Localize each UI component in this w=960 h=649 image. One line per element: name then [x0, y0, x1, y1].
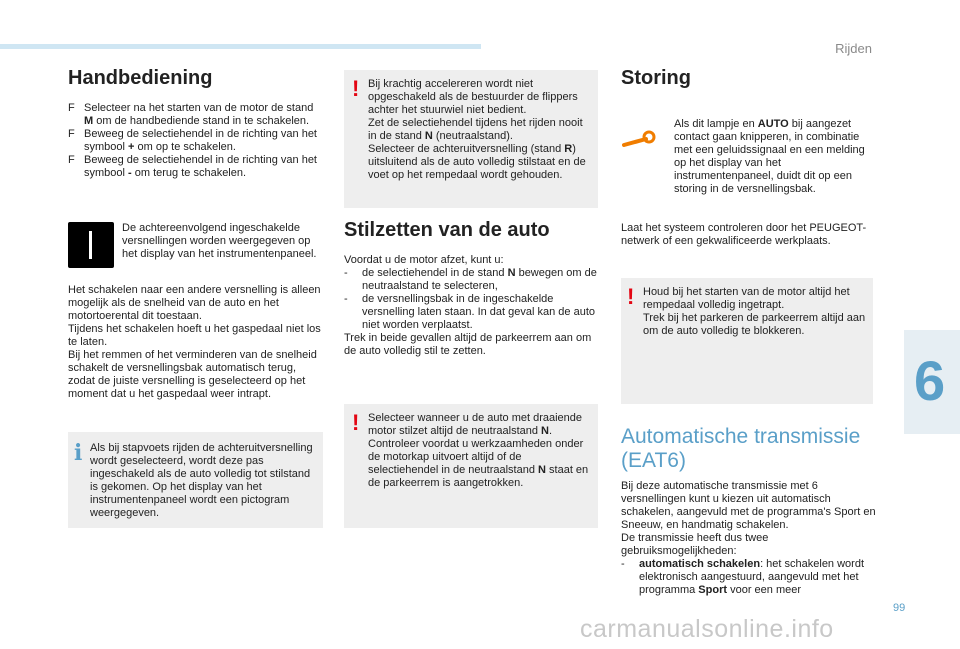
- gearbox-warning-lamp-icon: [622, 125, 658, 151]
- heading-automatische-transmissie: Automatische transmissie (EAT6): [621, 425, 861, 472]
- bullet-item: F Selecteer na het starten van de motor de stand M om de handbediende stand in te schakelen.: [68, 102, 314, 127]
- chapter-number: 6: [914, 349, 946, 412]
- section-title: Rijden: [835, 41, 872, 56]
- stilzetten-text: [344, 254, 600, 358]
- warning-storing-text: Houd bij het starten van de motor altijd het rempedaal volledig ingetrapt. Trek bij het parkeren de parkeerrem altijd aan om de auto volledig te blokkeren.: [643, 286, 866, 337]
- info-box: [68, 432, 323, 528]
- bullet-marker: F: [68, 154, 75, 166]
- stilzetten-intro: Voordat u de motor afzet, kunt u:: [344, 254, 504, 266]
- info-box-text: Als bij stapvoets rijden de achteruitversnelling wordt geselecteerd, wordt deze pas ingeschakeld als de auto volledig tot stilstand is gekomen. Op het display van het instrumentenpaneel wordt een pictogram weergegeven.: [90, 442, 313, 519]
- heading-handbediening: Handbediening: [68, 67, 213, 89]
- warning-icon: !: [352, 410, 360, 435]
- header-accent-bar: [0, 44, 481, 49]
- automatische-paragraph: Bij deze automatische transmissie met 6 versnellingen kunt u kiezen uit automatisch schakelen, aangevuld met de programma's Sport en Sneeuw, en handmatig schakelen. De transmissie heeft dus twee gebruiksmogelijkheden:: [621, 480, 876, 557]
- dash-item: - de versnellingsbak in de ingeschakelde versnelling laten staan. In dat geval kan de auto niet worden verplaatst.: [344, 293, 595, 331]
- storing-check-text: Laat het systeem controleren door het PEUGEOT-netwerk of een gekwalificeerde werkplaats.: [621, 222, 867, 247]
- warning-stilzetten-text: Selecteer wanneer u de auto met draaiende motor stilzet altijd de neutraalstand N. Controleer voordat u werkzaamheden onder de motorkap uitvoert altijd of de selectiehendel in de neutraalstand N staat en de parkeerrem is aangetrokken.: [368, 412, 589, 489]
- bullet-marker: F: [68, 102, 75, 114]
- stilzetten-outro: Trek in beide gevallen altijd de parkeerrem aan om de auto volledig stil te zetten.: [344, 332, 592, 357]
- warning-box-storing: [621, 278, 873, 404]
- warning-box-top: [344, 70, 598, 208]
- dash-item: - automatisch schakelen: het schakelen wordt elektronisch aangestuurd, aangevuld met het programma Sport voor een meer: [621, 558, 865, 596]
- handbediening-bullets: [68, 102, 324, 180]
- heading-storing: Storing: [621, 67, 691, 89]
- gear-display-icon: [68, 222, 114, 268]
- warning-top-text: Bij krachtig accelereren wordt niet opgeschakeld als de bestuurder de flippers achter het stuurwiel niet bedient. Zet de selectiehendel tijdens het rijden nooit in de stand N (neutraalstand). Selecteer de achteruitversnelling (stand R) uitsluitend als de auto volledig stilstaat en de voet op het rempedaal wordt gehouden.: [368, 78, 586, 181]
- chapter-tab: [904, 330, 960, 434]
- warning-box-stilzetten: [344, 404, 598, 528]
- watermark: carmanualsonline.info: [580, 615, 834, 643]
- display-text: De achtereenvolgend ingeschakelde versnellingen worden weergegeven op het display van het instrumentenpaneel.: [122, 222, 317, 260]
- storing-lamp-text: Als dit lampje en AUTO bij aangezet contact gaan knipperen, in combinatie met een geluidssignaal en een melding op het display van het instrumentenpaneel, duidt dit op een storing in de versnellingsbak.: [674, 118, 865, 195]
- info-icon: i: [74, 440, 83, 466]
- bullet-item: F Beweeg de selectiehendel in de richting van het symbool - om terug te schakelen.: [68, 154, 317, 179]
- handbediening-paragraph: Het schakelen naar een andere versnelling is alleen mogelijk als de snelheid van de auto en het motortoerental dit toestaan. Tijdens het schakelen hoeft u het gaspedaal niet los te laten. Bij het remmen of het verminderen van de snelheid schakelt de versnellingsbak automatisch terug, zodat de juiste versnelling is geselecteerd op het moment dat u het gaspedaal weer intrapt.: [68, 284, 321, 400]
- dash-item: - de selectiehendel in de stand N bewegen om de neutraalstand te selecteren,: [344, 267, 597, 292]
- warning-icon: !: [627, 284, 635, 309]
- page-number: 99: [893, 602, 906, 614]
- bullet-item: F Beweeg de selectiehendel in de richting van het symbool + om op te schakelen.: [68, 128, 317, 153]
- automatische-text: [621, 480, 877, 597]
- warning-icon: !: [352, 76, 360, 101]
- bullet-marker: F: [68, 128, 75, 140]
- heading-stilzetten: Stilzetten van de auto: [344, 219, 550, 241]
